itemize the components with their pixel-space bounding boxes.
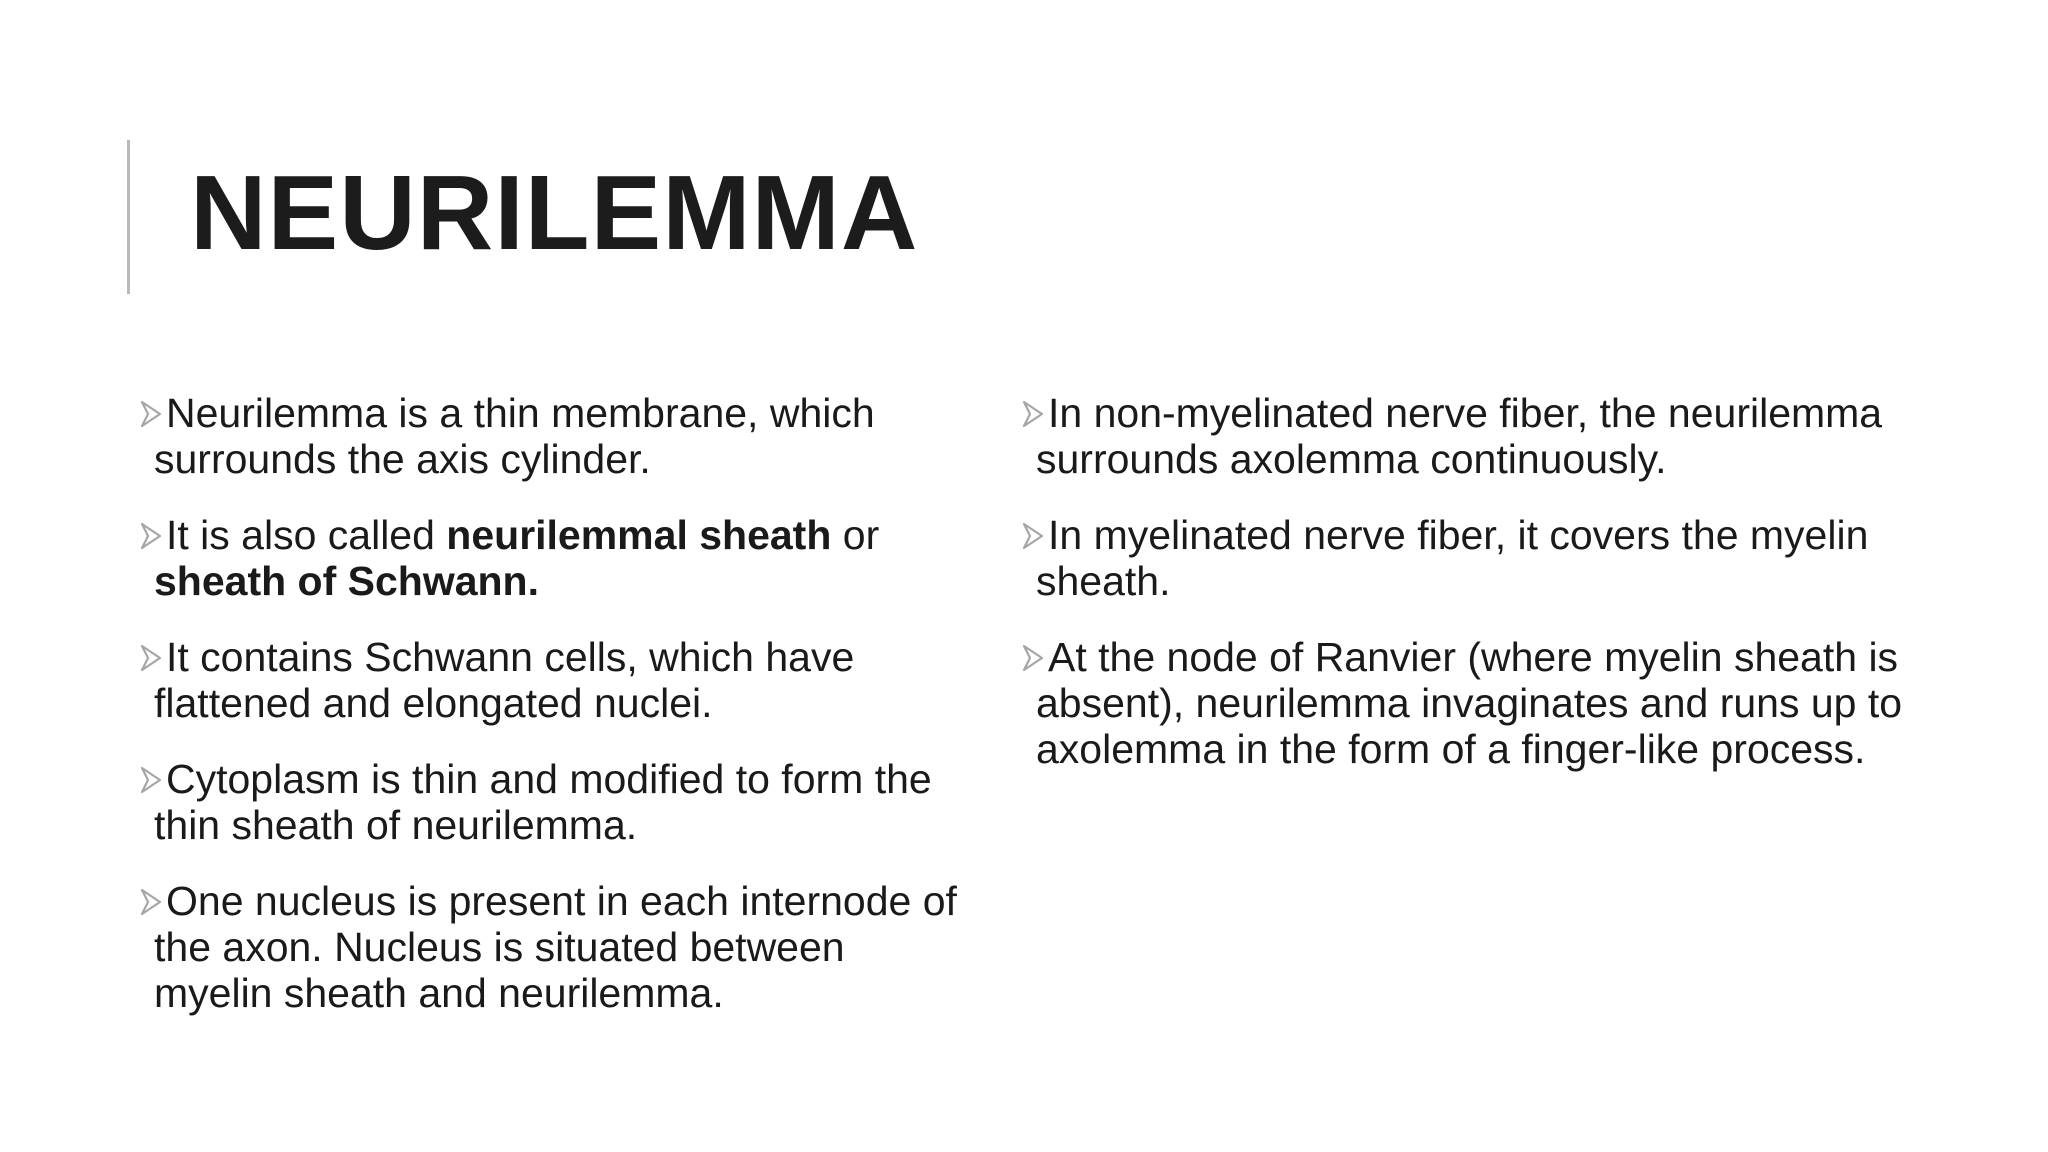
bullet-item — [140, 878, 970, 1016]
arrowhead-bullet-icon — [140, 766, 166, 796]
arrowhead-bullet-icon — [140, 888, 166, 918]
bullet-item — [140, 512, 970, 604]
arrowhead-bullet-icon — [1022, 400, 1048, 430]
bullet-bold-term: neurilemmal sheath — [446, 512, 832, 558]
bullet-item — [1022, 512, 1952, 604]
arrowhead-bullet-icon — [1022, 644, 1048, 674]
bullet-text: Cytoplasm is thin and modified to form the thin sheath of neurilemma. — [154, 756, 932, 848]
bullet-bold-term: sheath of Schwann. — [154, 558, 539, 604]
bullet-text: Neurilemma is a thin membrane, which surrounds the axis cylinder. — [154, 390, 875, 482]
bullet-item — [1022, 634, 1952, 772]
bullet-text: At the node of Ranvier (where myelin sheath is absent), neurilemma invaginates and runs up to axolemma in the form of a finger-like process. — [1036, 634, 1903, 772]
bullet-text: In non-myelinated nerve fiber, the neurilemma surrounds axolemma continuously. — [1036, 390, 1883, 482]
title-accent-bar — [127, 140, 130, 294]
bullet-text: One nucleus is present in each internode of the axon. Nucleus is situated between myelin sheath and neurilemma. — [154, 878, 957, 1016]
arrowhead-bullet-icon — [1022, 522, 1048, 552]
bullet-text: It is also called — [166, 512, 447, 558]
bullet-item — [140, 634, 970, 726]
bullet-text: In myelinated nerve fiber, it covers the myelin sheath. — [1036, 512, 1869, 604]
bullet-text: or — [831, 512, 880, 558]
arrowhead-bullet-icon — [140, 400, 166, 430]
bullet-item — [1022, 390, 1952, 482]
left-bullet-list — [140, 390, 970, 1046]
slide-title: NEURILEMMA — [190, 154, 919, 272]
bullet-item — [140, 390, 970, 482]
bullet-item — [140, 756, 970, 848]
right-bullet-list — [1022, 390, 1952, 802]
bullet-text: It contains Schwann cells, which have flattened and elongated nuclei. — [154, 634, 855, 726]
arrowhead-bullet-icon — [140, 522, 166, 552]
arrowhead-bullet-icon — [140, 644, 166, 674]
